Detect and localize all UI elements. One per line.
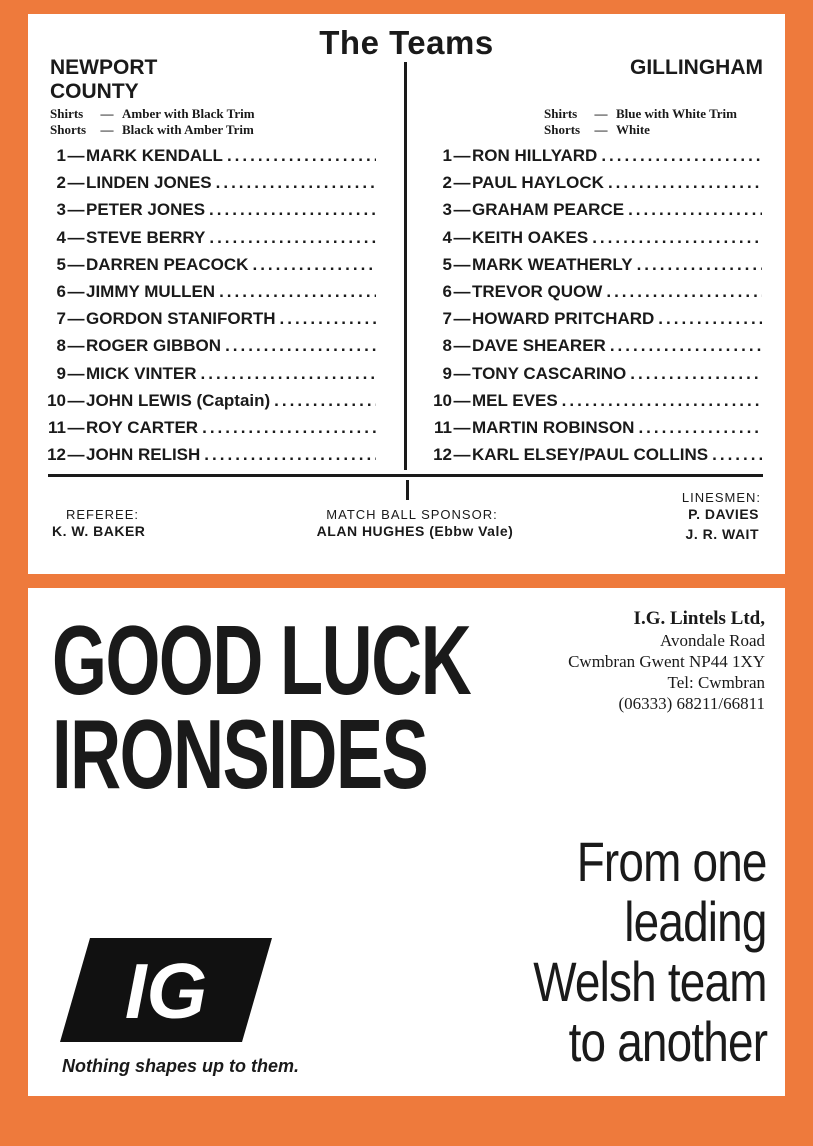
away-roster: [432, 142, 762, 468]
away-shirts-row: [544, 106, 737, 122]
player-dash: —: [453, 173, 471, 193]
player-row: [432, 224, 762, 251]
leader-dots: [592, 224, 762, 251]
player-dash: —: [67, 227, 85, 247]
leader-dots: [562, 387, 762, 414]
player-number: 12: [47, 445, 66, 465]
player-number: 10: [433, 390, 452, 410]
home-team-name-line1: NEWPORT: [50, 56, 158, 79]
leader-dots: [225, 332, 376, 359]
player-name: DAVE SHEARER: [472, 336, 606, 356]
away-shorts-label: Shorts: [544, 122, 581, 137]
player-row: [432, 251, 762, 278]
column-divider: [404, 62, 407, 470]
logo-tagline: Nothing shapes up to them.: [62, 1056, 299, 1076]
home-shirts-value: Amber with Black Trim: [122, 106, 255, 121]
company-tel-line: Tel: Cwmbran: [667, 673, 765, 692]
player-row: [432, 387, 762, 414]
player-name: TONY CASCARINO: [472, 363, 627, 383]
player-name: KEITH OAKES: [472, 227, 589, 247]
player-row: [432, 414, 762, 441]
player-name: MARK WEATHERLY: [472, 254, 633, 274]
ig-logo-icon: [60, 938, 272, 1042]
player-name: LINDEN JONES: [86, 173, 212, 193]
player-number: 10: [47, 390, 66, 410]
leader-dots: [608, 169, 762, 196]
player-name: RON HILLYARD: [472, 146, 598, 165]
player-number: 1: [442, 146, 452, 165]
player-row: [432, 332, 762, 359]
away-shorts-value: White: [616, 122, 650, 137]
player-name: JOHN RELISH: [86, 445, 201, 465]
team-sheet-panel: [28, 14, 785, 574]
player-dash: —: [67, 363, 85, 383]
player-dash: —: [67, 445, 85, 465]
player-number: 2: [442, 173, 452, 193]
footer-divider: [48, 474, 763, 477]
tagline-line3: Welsh team: [533, 950, 767, 1013]
player-number: 5: [56, 254, 66, 274]
away-shorts-dash: —: [594, 122, 608, 137]
away-shirts-value: Blue with White Trim: [616, 106, 737, 121]
player-number: 7: [442, 309, 452, 329]
tagline-line1: From one: [577, 830, 767, 893]
player-row: [46, 278, 376, 305]
home-shirts-label: Shirts: [50, 106, 84, 121]
player-number: 8: [442, 336, 452, 356]
away-shirts-dash: —: [594, 106, 608, 121]
player-row: [46, 251, 376, 278]
player-name: MARTIN ROBINSON: [472, 417, 635, 437]
player-row: [46, 305, 376, 332]
player-name: JOHN LEWIS (Captain): [86, 390, 271, 410]
player-dash: —: [453, 390, 471, 410]
player-dash: —: [67, 309, 85, 329]
player-row: [46, 360, 376, 387]
leader-dots: [209, 224, 376, 251]
home-kit-info: [50, 106, 255, 138]
player-dash: —: [453, 336, 471, 356]
player-number: 5: [442, 254, 452, 274]
linesman-2: J. R. WAIT: [685, 526, 759, 542]
player-name: ROY CARTER: [86, 417, 199, 437]
leader-dots: [630, 360, 762, 387]
player-name: PAUL HAYLOCK: [472, 173, 604, 193]
player-name: GORDON STANIFORTH: [86, 309, 276, 329]
player-name: PETER JONES: [86, 200, 206, 220]
player-number: 9: [56, 363, 66, 383]
leader-dots: [219, 278, 376, 305]
player-row: [46, 196, 376, 223]
player-dash: —: [453, 445, 471, 465]
away-team-name: GILLINGHAM: [630, 56, 763, 79]
company-address-line1: Avondale Road: [660, 631, 765, 650]
player-dash: —: [67, 336, 85, 356]
home-shirts-dash: —: [100, 106, 114, 121]
player-dash: —: [67, 254, 85, 274]
leader-dots: [637, 251, 762, 278]
player-dash: —: [67, 281, 85, 301]
company-phone: (06333) 68211/66811: [618, 694, 765, 713]
player-row: [432, 169, 762, 196]
home-shirts-row: [50, 106, 255, 122]
player-row: [432, 196, 762, 223]
home-shorts-row: [50, 122, 255, 138]
player-row: [432, 360, 762, 387]
ig-logo-letters: IG: [124, 947, 208, 1035]
leader-dots: [209, 196, 376, 223]
player-dash: —: [453, 200, 471, 220]
player-number: 6: [442, 281, 452, 301]
player-row: [46, 332, 376, 359]
player-dash: —: [453, 254, 471, 274]
player-name: ROGER GIBBON: [86, 336, 222, 356]
advert-panel: [28, 588, 785, 1096]
player-dash: —: [453, 309, 471, 329]
player-number: 6: [56, 281, 66, 301]
player-dash: —: [67, 173, 85, 193]
home-roster: [46, 142, 376, 468]
player-dash: —: [67, 146, 85, 165]
linesmen-label: LINESMEN:: [681, 490, 761, 505]
player-number: 9: [442, 363, 452, 383]
player-dash: —: [453, 417, 471, 437]
home-shorts-value: Black with Amber Trim: [122, 122, 254, 137]
player-name: HOWARD PRITCHARD: [472, 309, 655, 329]
company-address-line2: Cwmbran Gwent NP44 1XY: [568, 652, 765, 671]
player-dash: —: [453, 146, 471, 165]
referee-name: K. W. BAKER: [52, 523, 146, 539]
player-dash: —: [67, 417, 85, 437]
home-shorts-label: Shorts: [50, 122, 87, 137]
player-dash: —: [453, 363, 471, 383]
player-row: [46, 387, 376, 414]
linesman-1: P. DAVIES: [688, 506, 759, 522]
tagline-line4: to another: [568, 1010, 767, 1073]
player-row: [46, 441, 376, 468]
leader-dots: [610, 332, 762, 359]
leader-dots: [202, 414, 376, 441]
slogan-line2: IRONSIDES: [52, 699, 428, 809]
leader-dots: [274, 387, 376, 414]
player-number: 11: [48, 417, 66, 437]
company-name: I.G. Lintels Ltd,: [633, 608, 765, 629]
player-number: 3: [56, 200, 66, 220]
player-name: TREVOR QUOW: [472, 281, 603, 301]
home-team-name-line2: COUNTY: [50, 80, 139, 103]
player-number: 11: [434, 417, 452, 437]
player-number: 2: [56, 173, 66, 193]
leader-dots: [227, 142, 376, 169]
home-shorts-dash: —: [100, 122, 114, 137]
player-name: DARREN PEACOCK: [86, 254, 249, 274]
player-number: 4: [442, 227, 452, 247]
player-dash: —: [67, 200, 85, 220]
footer-tick-divider: [406, 480, 409, 500]
sponsor-name: ALAN HUGHES (Ebbw Vale): [316, 523, 514, 539]
leader-dots: [204, 441, 376, 468]
sponsor-label: MATCH BALL SPONSOR:: [326, 507, 498, 522]
tagline-line2: leading: [624, 890, 767, 953]
player-number: 7: [56, 309, 66, 329]
player-row: [46, 142, 376, 169]
player-number: 8: [56, 336, 66, 356]
leader-dots: [216, 169, 376, 196]
player-dash: —: [453, 227, 471, 247]
slogan-line1: GOOD LUCK: [52, 605, 471, 715]
player-number: 3: [442, 200, 452, 220]
player-number: 12: [433, 445, 452, 465]
player-dash: —: [453, 281, 471, 301]
leader-dots: [638, 414, 762, 441]
player-number: 1: [56, 146, 66, 165]
player-dash: —: [67, 390, 85, 410]
leader-dots: [628, 196, 762, 223]
referee-label: REFEREE:: [66, 507, 140, 522]
player-name: GRAHAM PEARCE: [472, 200, 625, 220]
player-row: [432, 142, 762, 169]
player-row: [46, 169, 376, 196]
player-name: MICK VINTER: [86, 363, 197, 383]
player-number: 4: [56, 227, 66, 247]
leader-dots: [280, 305, 376, 332]
leader-dots: [712, 441, 762, 468]
home-team-name: [50, 56, 270, 104]
away-shorts-row: [544, 122, 737, 138]
player-name: MEL EVES: [472, 390, 558, 410]
away-kit-info: [544, 106, 737, 138]
player-row: [432, 441, 762, 468]
player-row: [46, 224, 376, 251]
leader-dots: [601, 142, 762, 169]
player-name: MARK KENDALL: [86, 146, 223, 165]
page-title: The Teams: [319, 24, 494, 61]
player-row: [46, 414, 376, 441]
leader-dots: [658, 305, 762, 332]
player-name: STEVE BERRY: [86, 227, 206, 247]
leader-dots: [606, 278, 762, 305]
leader-dots: [201, 360, 377, 387]
leader-dots: [252, 251, 376, 278]
player-name: KARL ELSEY/PAUL COLLINS: [472, 445, 709, 465]
player-row: [432, 278, 762, 305]
away-shirts-label: Shirts: [544, 106, 578, 121]
player-row: [432, 305, 762, 332]
player-name: JIMMY MULLEN: [86, 281, 216, 301]
